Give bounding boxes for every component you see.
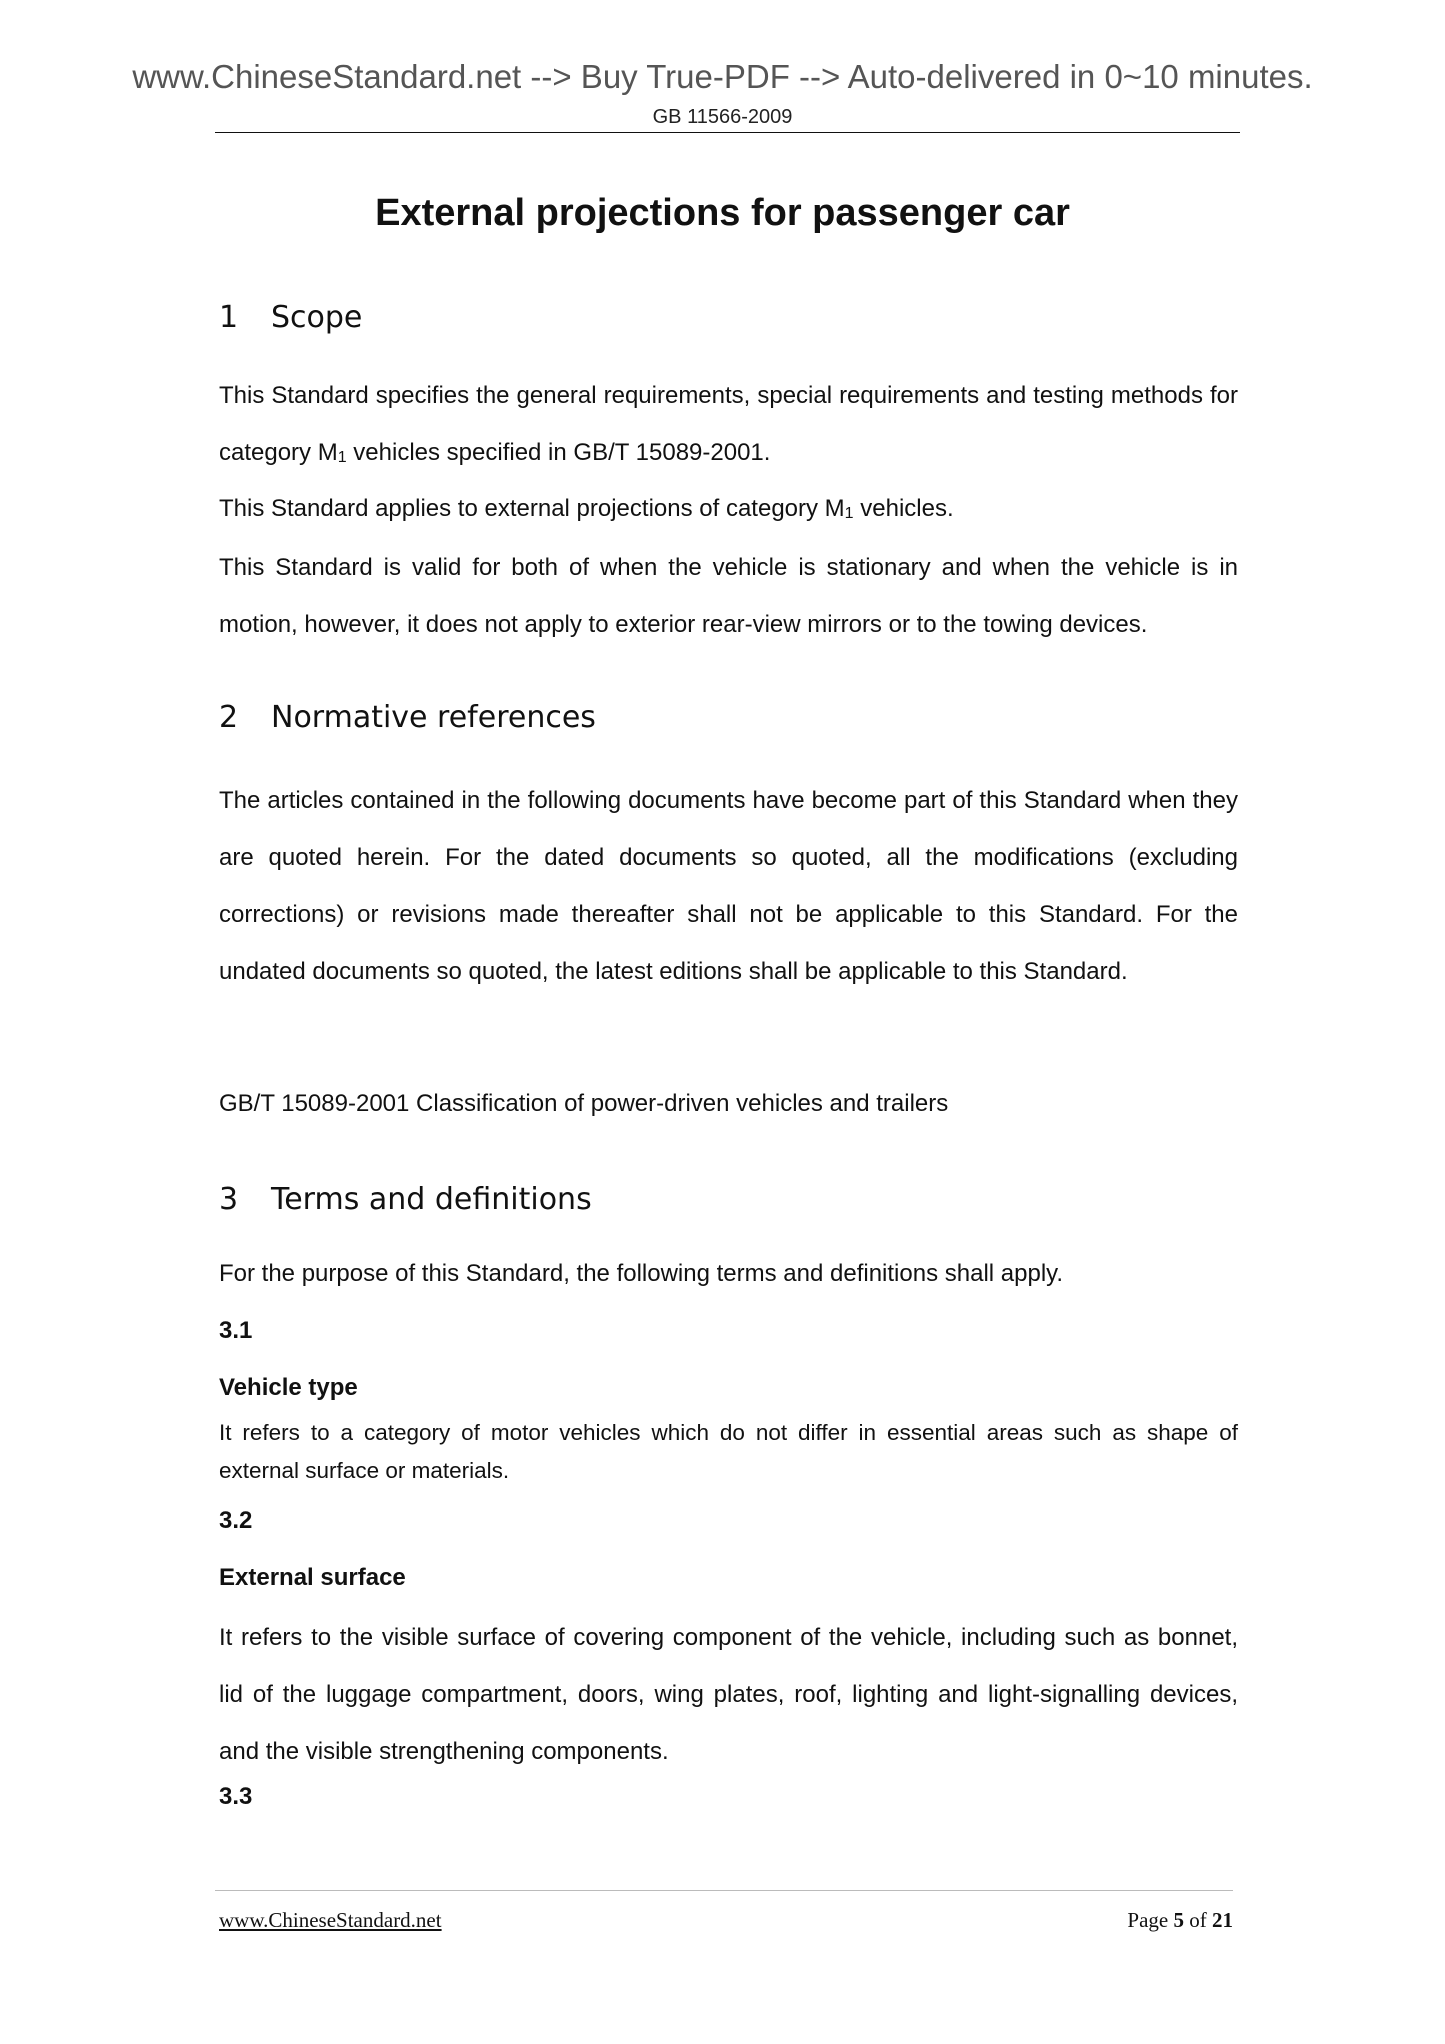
- section-3-intro: For the purpose of this Standard, the following terms and definitions shall apply.: [219, 1260, 1064, 1287]
- page-title: External projections for passenger car: [375, 192, 1070, 234]
- section-number: 3: [219, 1182, 239, 1217]
- footer-site-link[interactable]: www.ChineseStandard.net: [219, 1908, 442, 1932]
- text-run: vehicles specified in GB/T 15089-2001.: [346, 439, 771, 466]
- term-number: 3.1: [219, 1317, 253, 1344]
- page-current: 5: [1173, 1908, 1184, 1932]
- term-name: External surface: [219, 1564, 406, 1591]
- term-name: Vehicle type: [219, 1374, 358, 1401]
- section-1-paragraph-3: This Standard is valid for both of when the vehicle is stationary and when the vehicle is in motion, however, it does not apply to exterior rear-view mirrors or to the towing devices.: [219, 554, 1238, 638]
- normative-reference: GB/T 15089-2001 Classification of power-driven vehicles and trailers: [219, 1090, 949, 1117]
- standard-number: GB 11566-2009: [652, 106, 793, 128]
- section-2-heading: [219, 700, 596, 735]
- header-banner[interactable]: www.ChineseStandard.net --> Buy True-PDF --> Auto-delivered in 0~10 minutes.: [132, 58, 1313, 95]
- section-1-paragraph-1: [219, 367, 1238, 484]
- header-divider: [215, 132, 1240, 133]
- page-of: of: [1189, 1908, 1207, 1932]
- term-number: 3.3: [219, 1783, 253, 1810]
- section-title: Scope: [271, 300, 363, 335]
- section-title: Terms and definitions: [271, 1182, 592, 1217]
- page-total: 21: [1212, 1908, 1233, 1932]
- text-run: This Standard applies to external projections of category M: [219, 495, 845, 522]
- text-run: This Standard specifies the general requirements, special requirements and testing methods for category M: [219, 382, 1238, 466]
- footer-divider: [215, 1890, 1233, 1891]
- section-number: 1: [219, 300, 239, 335]
- section-1-heading: [219, 300, 362, 335]
- term-number: 3.2: [219, 1507, 253, 1534]
- term-definition: It refers to a category of motor vehicles which do not differ in essential areas such as shape of external surface or materials.: [219, 1420, 1238, 1483]
- section-3-heading: [219, 1182, 592, 1217]
- section-title: Normative references: [271, 700, 596, 735]
- text-run: vehicles.: [853, 495, 954, 522]
- section-number: 2: [219, 700, 239, 735]
- section-1-paragraph-2: [219, 495, 1238, 523]
- section-2-paragraph-1: The articles contained in the following documents have become part of this Standard when they are quoted herein. For the dated documents so quoted, all the modifications (excluding corrections) or revisions made thereafter shall not be applicable to this Standard. For the undated documents so quoted, the latest editions shall be applicable to this Standard.: [219, 787, 1238, 985]
- subscript: 1: [844, 505, 854, 522]
- subscript: 1: [337, 449, 347, 466]
- page-indicator: [1127, 1908, 1233, 1933]
- page-label: Page: [1127, 1908, 1169, 1932]
- term-definition: It refers to the visible surface of covering component of the vehicle, including such as bonnet, lid of the luggage compartment, doors, wing plates, roof, lighting and light-signalling devices, and the visible strengthening components.: [219, 1624, 1238, 1765]
